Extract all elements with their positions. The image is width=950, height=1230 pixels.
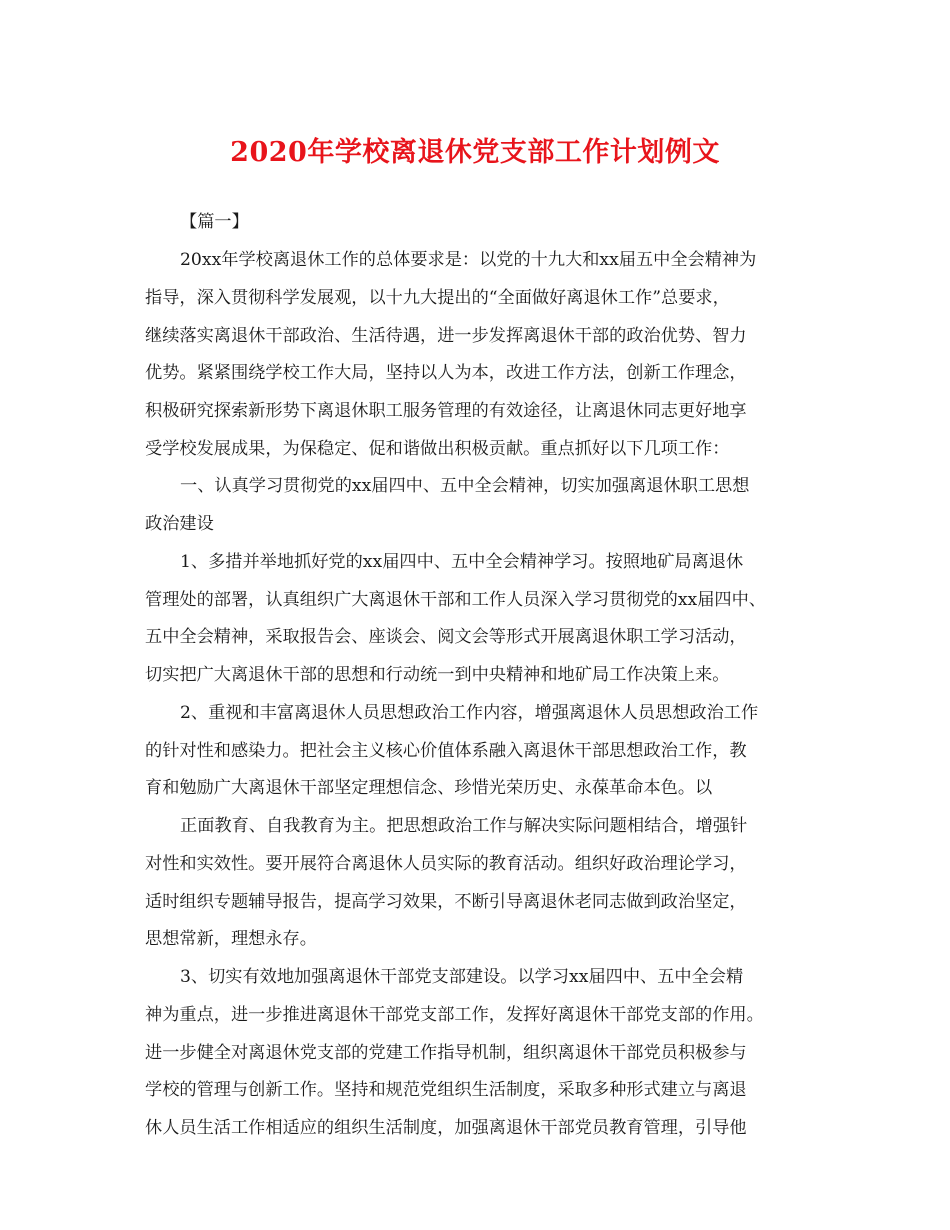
text-line: 优势。紧紧围绕学校工作大局，坚持以人为本，改进工作方法，创新工作理念， — [145, 363, 747, 383]
text-line: 3、切实有效地加强离退休干部党支部建设。以学习xx届四中、五中全会精 — [180, 967, 744, 987]
text-line: 对性和实效性。要开展符合离退休人员实际的教育活动。组织好政治理论学习， — [145, 854, 747, 874]
text-line: 继续落实离退休干部政治、生活待遇，进一步发挥离退休干部的政治优势、智力 — [145, 326, 747, 346]
text-line: 休人员生活工作相适应的组织生活制度，加强离退休干部党员教育管理，引导他 — [145, 1118, 747, 1138]
text-line: 积极研究探索新形势下离退休职工服务管理的有效途径，让离退休同志更好地享 — [145, 401, 747, 421]
text-line: 切实把广大离退休干部的思想和行动统一到中央精神和地矿局工作决策上来。 — [145, 665, 730, 685]
text-line: 2、重视和丰富离退休人员思想政治工作内容，增强离退休人员思想政治工作 — [180, 703, 759, 723]
section-heading: 【篇一】 — [180, 212, 249, 232]
text-line: 20xx年学校离退休工作的总体要求是：以党的十九大和xx届五中全会精神为 — [180, 250, 757, 270]
text-line: 1、多措并举地抓好党的xx届四中、五中全会精神学习。按照地矿局离退休 — [180, 552, 744, 572]
text-line: 政治建设 — [145, 514, 214, 534]
text-line: 受学校发展成果，为保稳定、促和谐做出积极贡献。重点抓好以下几项工作： — [145, 439, 730, 459]
text-line: 正面教育、自我教育为主。把思想政治工作与解决实际问题相结合，增强针 — [180, 816, 748, 836]
text-line: 的针对性和感染力。把社会主义核心价值体系融入离退休干部思想政治工作，教 — [145, 741, 747, 761]
text-line: 思想常新，理想永存。 — [145, 929, 317, 949]
text-line: 适时组织专题辅导报告，提高学习效果，不断引导离退休老同志做到政治坚定， — [145, 892, 747, 912]
text-line: 指导，深入贯彻科学发展观，以十九大提出的“全面做好离退休工作”总要求， — [145, 288, 730, 308]
text-line: 一、认真学习贯彻党的xx届四中、五中全会精神，切实加强离退休职工思想 — [180, 476, 750, 496]
text-line: 管理处的部署，认真组织广大离退休干部和工作人员深入学习贯彻党的xx届四中、 — [145, 590, 766, 610]
text-line: 学校的管理与创新工作。坚持和规范党组织生活制度，采取多种形式建立与离退 — [145, 1080, 747, 1100]
text-line: 神为重点，进一步推进离退休干部党支部工作，发挥好离退休干部党支部的作用。 — [145, 1005, 764, 1025]
document-title: 2020年学校离退休党支部工作计划例文 — [230, 137, 720, 168]
text-line: 进一步健全对离退休党支部的党建工作指导机制，组织离退休干部党员积极参与 — [145, 1043, 747, 1063]
text-line: 育和勉励广大离退休干部坚定理想信念、珍惜光荣历史、永葆革命本色。以 — [145, 778, 713, 798]
text-line: 五中全会精神，采取报告会、座谈会、阅文会等形式开展离退休职工学习活动， — [145, 627, 747, 647]
